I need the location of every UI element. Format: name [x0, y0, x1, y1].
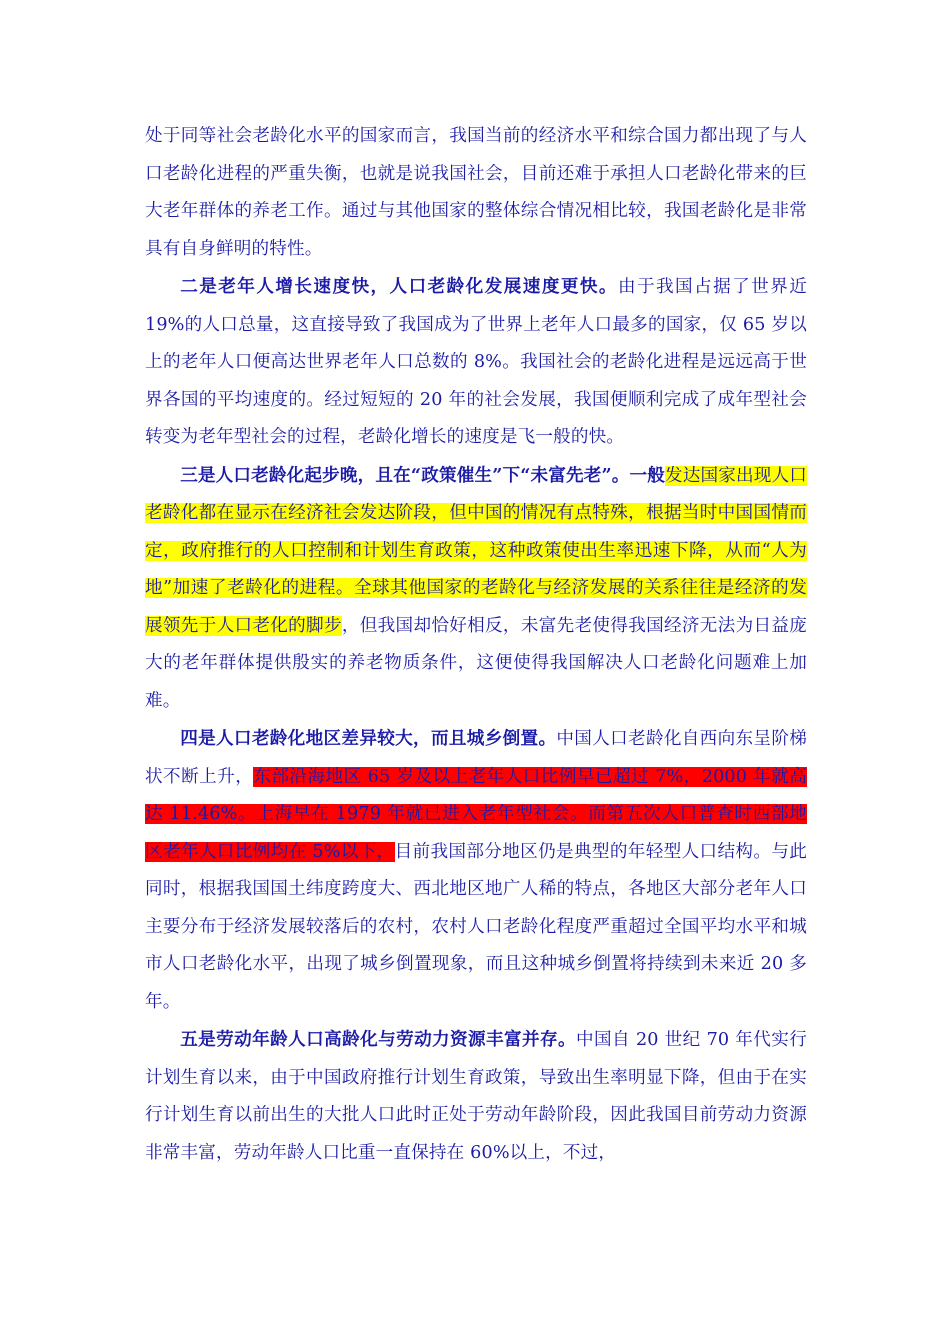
paragraph-heading: 五是劳动年龄人口高龄化与劳动力资源丰富并存。: [180, 1029, 576, 1050]
yellow-highlight-text: 发达国家出现人口老龄化都在显示在经济社会发达阶段，但中国的情况有点特殊，根据当时中国国情而定，政府推行的人口控制和计划生育政策，这种政策使出生率迅速下降，从而“人为地”加速了老龄化的进程。全球其他国家的老龄化与经济发展的关系往往是经济的发展领先于人口老化的脚步: [145, 465, 808, 636]
paragraph-5: [145, 1021, 807, 1172]
document-body: [145, 118, 807, 1172]
paragraph-heading: 三是人口老龄化起步晚，且在“政策催生”下“未富先老”。一般: [180, 464, 666, 486]
paragraph-text: 目前我国部分地区仍是典型的年轻型人口结构。与此同时，根据我国国土纬度跨度大、西北地区地广人稀的特点，各地区大部分老年人口主要分布于经济发展较落后的农村，农村人口老龄化程度严重超过全国平均水平和城市人口老龄化水平，出现了城乡倒置现象，而且这种城乡倒置将持续到未来近 20 多年。: [145, 841, 807, 1012]
paragraph-text: 中国人口老龄化自西向东呈阶梯状不断上升，: [145, 729, 807, 787]
paragraph-1: [145, 118, 807, 268]
paragraph-heading: 四是人口老龄化地区差异较大，而且城乡倒置。: [180, 728, 557, 749]
paragraph-text: 处于同等社会老龄化水平的国家而言，我国当前的经济水平和综合国力都出现了与人口老龄化进程的严重失衡，也就是说我国社会，目前还难于承担人口老龄化带来的巨大老年群体的养老工作。通过与其他国家的整体综合情况相比较，我国老龄化是非常具有自身鲜明的特性。: [145, 126, 807, 259]
paragraph-3: [145, 457, 807, 721]
paragraph-text: ，但我国却恰好相反，未富先老使得我国经济无法为日益庞大的老年群体提供殷实的养老物质条件，这便使得我国解决人口老龄化问题难上加难。: [145, 615, 807, 711]
paragraph-heading: 二是老年人增长速度快，人口老龄化发展速度更快。: [180, 276, 618, 297]
paragraph-text: 由于我国占据了世界近 19%的人口总量，这直接导致了我国成为了世界上老年人口最多的国家，仅 65 岁以上的老年人口便高达世界老年人口总数的 8%。我国社会的老龄化进程是远远高于世界各国的平均速度的。经过短短的 20 年的社会发展，我国便顺利完成了成年型社会转变为老年型社会的过程，老龄化增长的速度是飞一般的快。: [145, 277, 807, 447]
paragraph-2: [145, 268, 807, 457]
red-highlight-text: 东部沿海地区 65 岁及以上老年人口比例早已超过 7%，2000 年就高达 11.46%。上海早在 1979 年就已进入老年型社会。而第五次人口普查时西部地区老年人口比例均在 5%以下，: [145, 766, 807, 862]
paragraph-text: 中国自 20 世纪 70 年代实行计划生育以来，由于中国政府推行计划生育政策，导致出生率明显下降，但由于在实行计划生育以前出生的大批人口此时正处于劳动年龄阶段，因此我国目前劳动力资源非常丰富，劳动年龄人口比重一直保持在 60%以上，不过，: [145, 1030, 807, 1163]
paragraph-4: [145, 720, 807, 1021]
